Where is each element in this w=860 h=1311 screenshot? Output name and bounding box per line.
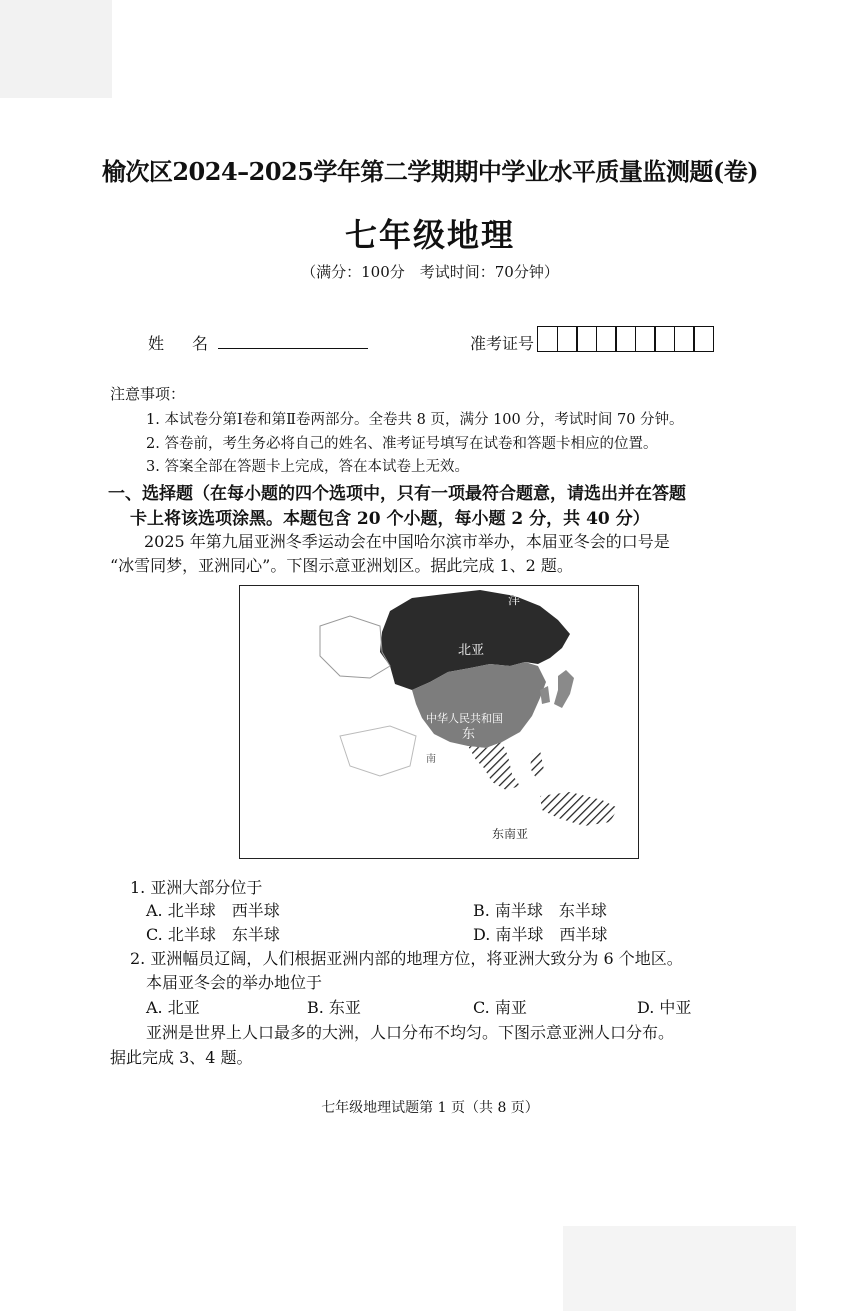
exam-number-box[interactable] <box>674 326 695 352</box>
exam-number-box[interactable] <box>635 326 656 352</box>
option-c[interactable]: C. 北半球 东半球 <box>146 925 280 944</box>
option-c[interactable]: C. 南亚 <box>473 998 527 1017</box>
map-label-ocean: 洋 <box>508 593 521 607</box>
section-heading: 一、选择题（在每小题的四个选项中，只有一项最符合题意，请选出并在答题 <box>108 484 686 504</box>
notice-title: 注意事项： <box>110 385 186 403</box>
option-a[interactable]: A. 北半球 西半球 <box>146 901 280 920</box>
asia-regions-map <box>239 585 639 859</box>
option-d[interactable]: D. 中亚 <box>637 998 692 1017</box>
option-a[interactable]: A. 北亚 <box>146 998 200 1017</box>
exam-number-box[interactable] <box>557 326 578 352</box>
exam-info: （满分：100分 考试时间：70分钟） <box>301 263 559 281</box>
map-graphic <box>240 586 638 858</box>
map-label-south: 南 <box>426 754 436 765</box>
notice-item: 3. 答案全部在答题卡上完成，答在本试卷上无效。 <box>146 459 469 475</box>
option-b[interactable]: B. 东亚 <box>307 998 361 1017</box>
exam-number-box[interactable] <box>537 326 558 352</box>
map-label-china: 中华人民共和国 <box>426 712 503 725</box>
exam-number-box[interactable] <box>693 326 714 352</box>
intro-paragraph-cont: 据此完成 3、4 题。 <box>110 1048 253 1067</box>
question-stem: 1. 亚洲大部分位于 <box>130 878 263 897</box>
option-d[interactable]: D. 南半球 西半球 <box>473 925 608 944</box>
page-footer: 七年级地理试题第 1 页（共 8 页） <box>321 1100 539 1116</box>
southeast-islands <box>540 792 618 826</box>
southeast-asia-region <box>468 742 520 790</box>
map-label-southeast-asia: 东南亚 <box>492 827 529 841</box>
question-stem: 2. 亚洲幅员辽阔，人们根据亚洲内部的地理方位，将亚洲大致分为 6 个地区。 <box>130 949 683 968</box>
section-heading-cont: 卡上将该选项涂黑。本题包含 20 个小题，每小题 2 分，共 40 分） <box>130 509 650 529</box>
exam-number-box[interactable] <box>576 326 597 352</box>
scan-shadow-bottom-right <box>563 1226 796 1311</box>
notice-item: 2. 答卷前，考生务必将自己的姓名、准考证号填写在试卷和答题卡相应的位置。 <box>146 436 658 452</box>
japan-region <box>554 670 574 708</box>
map-label-north-asia: 北亚 <box>458 643 485 658</box>
exam-number-label: 准考证号 <box>470 334 535 353</box>
map-label-east: 东 <box>462 727 476 742</box>
notice-item: 1. 本试卷分第Ⅰ卷和第Ⅱ卷两部分。全卷共 8 页，满分 100 分，考试时间 70 分钟。 <box>146 412 684 428</box>
question-stem-cont: 本届亚冬会的举办地位于 <box>146 973 323 992</box>
intro-paragraph-cont: “冰雪同梦，亚洲同心”。下图示意亚洲划区。据此完成 1、2 题。 <box>110 556 573 575</box>
scan-shadow-top-left <box>0 0 112 98</box>
philippines <box>530 750 544 778</box>
intro-paragraph: 2025 年第九届亚洲冬季运动会在中国哈尔滨市举办，本届亚冬会的口号是 <box>144 532 670 551</box>
intro-paragraph: 亚洲是世界上人口最多的大洲，人口分布不均匀。下图示意亚洲人口分布。 <box>146 1023 675 1042</box>
option-b[interactable]: B. 南半球 东半球 <box>473 901 607 920</box>
exam-title: 榆次区2024–2025学年第二学期期中学业水平质量监测题(卷) <box>101 157 759 186</box>
exam-number-boxes[interactable] <box>537 326 713 352</box>
subject-title: 七年级地理 <box>344 216 515 254</box>
exam-number-box[interactable] <box>615 326 636 352</box>
exam-number-box[interactable] <box>596 326 617 352</box>
exam-number-box[interactable] <box>654 326 675 352</box>
name-field[interactable] <box>218 348 368 349</box>
name-label: 姓名 <box>148 334 237 353</box>
